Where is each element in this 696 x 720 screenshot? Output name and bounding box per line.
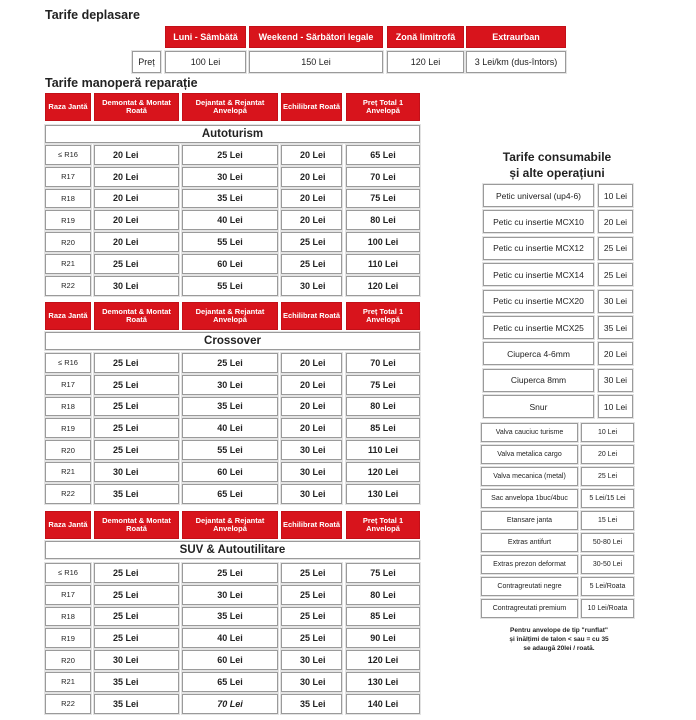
price-cell: 25 Lei: [281, 254, 342, 274]
labor-header-0-4: Preț Total 1 Anvelopă: [346, 93, 420, 121]
labor-header-1-2: Dejantat & Rejantat Anvelopă: [182, 302, 278, 330]
price-cell: 35 Lei: [182, 397, 278, 417]
operation-price: 20 Lei: [581, 445, 634, 464]
rim-size-cell: ≤ R16: [45, 563, 91, 583]
price-cell: 35 Lei: [182, 607, 278, 627]
rim-size-cell: R21: [45, 672, 91, 692]
price-cell: 20 Lei: [281, 418, 342, 438]
price-cell: 25 Lei: [281, 563, 342, 583]
price-cell: 25 Lei: [94, 607, 179, 627]
price-cell: 25 Lei: [182, 563, 278, 583]
travel-title: Tarife deplasare: [45, 8, 140, 22]
operation-name: Contragreutati negre: [481, 577, 578, 596]
note-line-3: se adaugă 20lei / roată.: [523, 645, 595, 652]
rim-size-cell: R21: [45, 462, 91, 482]
price-cell: 30 Lei: [281, 276, 342, 296]
operation-name: Contragreutati premium: [481, 599, 578, 618]
rim-size-cell: R18: [45, 607, 91, 627]
rim-size-cell: R18: [45, 189, 91, 209]
travel-value-2: 120 Lei: [387, 51, 464, 73]
price-cell: 20 Lei: [281, 145, 342, 165]
price-cell: 65 Lei: [346, 145, 420, 165]
note-line-1: Pentru anvelope de tip "runflat": [510, 627, 608, 634]
rim-size-cell: R17: [45, 167, 91, 187]
rim-size-cell: R19: [45, 210, 91, 230]
consumable-name: Petic cu insertie MCX20: [483, 290, 594, 313]
price-cell: 70 Lei: [182, 694, 278, 714]
price-cell: 25 Lei: [94, 418, 179, 438]
consumable-name: Ciuperca 4-6mm: [483, 342, 594, 365]
price-cell: 75 Lei: [346, 189, 420, 209]
operation-name: Valva mecanica (metal): [481, 467, 578, 486]
price-cell: 25 Lei: [281, 607, 342, 627]
runflat-note: [482, 626, 636, 653]
price-cell: 110 Lei: [346, 254, 420, 274]
price-cell: 30 Lei: [182, 585, 278, 605]
consumable-price: 30 Lei: [598, 369, 633, 392]
rim-size-cell: R17: [45, 585, 91, 605]
price-cell: 20 Lei: [94, 232, 179, 252]
price-cell: 20 Lei: [94, 145, 179, 165]
labor-header-0-3: Echilibrat Roată: [281, 93, 342, 121]
price-cell: 20 Lei: [281, 353, 342, 373]
operation-price: 50-80 Lei: [581, 533, 634, 552]
travel-header-0: Luni - Sâmbătă: [165, 26, 246, 48]
price-cell: 25 Lei: [94, 440, 179, 460]
rim-size-cell: ≤ R16: [45, 353, 91, 373]
price-cell: 40 Lei: [182, 628, 278, 648]
price-cell: 20 Lei: [94, 210, 179, 230]
operation-price: 10 Lei/Roata: [581, 599, 634, 618]
price-cell: 25 Lei: [94, 563, 179, 583]
price-cell: 55 Lei: [182, 440, 278, 460]
rim-size-cell: R22: [45, 694, 91, 714]
operation-price: 5 Lei/Roata: [581, 577, 634, 596]
price-cell: 60 Lei: [182, 254, 278, 274]
price-cell: 20 Lei: [281, 189, 342, 209]
labor-title: Tarife manoperă reparație: [45, 76, 198, 90]
price-cell: 55 Lei: [182, 276, 278, 296]
price-cell: 65 Lei: [182, 672, 278, 692]
price-cell: 25 Lei: [281, 628, 342, 648]
price-cell: 35 Lei: [94, 672, 179, 692]
operation-price: 5 Lei/15 Lei: [581, 489, 634, 508]
price-cell: 75 Lei: [346, 375, 420, 395]
labor-header-2-1: Demontat & Montat Roată: [94, 511, 179, 539]
price-cell: 130 Lei: [346, 484, 420, 504]
consumable-price: 35 Lei: [598, 316, 633, 339]
price-cell: 65 Lei: [182, 484, 278, 504]
price-cell: 40 Lei: [182, 418, 278, 438]
price-cell: 35 Lei: [94, 694, 179, 714]
price-cell: 80 Lei: [346, 397, 420, 417]
price-cell: 25 Lei: [281, 585, 342, 605]
price-cell: 80 Lei: [346, 585, 420, 605]
labor-header-2-0: Raza Jantă: [45, 511, 91, 539]
price-cell: 60 Lei: [182, 650, 278, 670]
travel-row-label: Preț: [132, 51, 161, 73]
rim-size-cell: R20: [45, 650, 91, 670]
rim-size-cell: R20: [45, 440, 91, 460]
price-cell: 25 Lei: [94, 353, 179, 373]
consumable-name: Petic cu insertie MCX10: [483, 210, 594, 233]
price-cell: 25 Lei: [94, 397, 179, 417]
price-cell: 25 Lei: [281, 232, 342, 252]
operation-name: Valva cauciuc turisme: [481, 423, 578, 442]
price-cell: 110 Lei: [346, 440, 420, 460]
rim-size-cell: ≤ R16: [45, 145, 91, 165]
price-cell: 25 Lei: [94, 375, 179, 395]
price-cell: 30 Lei: [182, 375, 278, 395]
price-cell: 30 Lei: [94, 650, 179, 670]
price-cell: 20 Lei: [281, 397, 342, 417]
consumable-price: 25 Lei: [598, 237, 633, 260]
price-cell: 30 Lei: [281, 462, 342, 482]
price-cell: 20 Lei: [281, 210, 342, 230]
section-title-0: Autoturism: [45, 125, 420, 143]
operation-price: 25 Lei: [581, 467, 634, 486]
labor-header-0-1: Demontat & Montat Roată: [94, 93, 179, 121]
price-cell: 100 Lei: [346, 232, 420, 252]
travel-value-1: 150 Lei: [249, 51, 383, 73]
price-cell: 70 Lei: [346, 353, 420, 373]
labor-header-0-2: Dejantat & Rejantat Anvelopă: [182, 93, 278, 121]
price-cell: 20 Lei: [281, 375, 342, 395]
price-cell: 40 Lei: [182, 210, 278, 230]
rim-size-cell: R21: [45, 254, 91, 274]
price-cell: 130 Lei: [346, 672, 420, 692]
price-cell: 30 Lei: [281, 440, 342, 460]
operation-name: Sac anvelopa 1buc/4buc: [481, 489, 578, 508]
labor-header-0-0: Raza Jantă: [45, 93, 91, 121]
rim-size-cell: R20: [45, 232, 91, 252]
consumable-price: 10 Lei: [598, 395, 633, 418]
price-cell: 85 Lei: [346, 418, 420, 438]
operation-price: 30-50 Lei: [581, 555, 634, 574]
price-cell: 80 Lei: [346, 210, 420, 230]
consumable-price: 30 Lei: [598, 290, 633, 313]
price-cell: 140 Lei: [346, 694, 420, 714]
consumables-title-line2: și alte operațiuni: [509, 166, 605, 180]
operation-price: 10 Lei: [581, 423, 634, 442]
price-cell: 35 Lei: [182, 189, 278, 209]
price-cell: 35 Lei: [94, 484, 179, 504]
consumable-price: 20 Lei: [598, 342, 633, 365]
labor-header-1-3: Echilibrat Roată: [281, 302, 342, 330]
consumable-name: Petic cu insertie MCX12: [483, 237, 594, 260]
price-cell: 35 Lei: [281, 694, 342, 714]
consumables-title: [482, 149, 632, 181]
price-cell: 20 Lei: [94, 167, 179, 187]
operation-name: Extras prezon deformat: [481, 555, 578, 574]
operation-name: Etansare janta: [481, 511, 578, 530]
rim-size-cell: R22: [45, 484, 91, 504]
labor-header-2-4: Preț Total 1 Anvelopă: [346, 511, 420, 539]
price-cell: 20 Lei: [94, 189, 179, 209]
price-cell: 70 Lei: [346, 167, 420, 187]
price-cell: 30 Lei: [94, 462, 179, 482]
section-title-1: Crossover: [45, 332, 420, 350]
travel-value-3: 3 Lei/km (dus-întors): [466, 51, 566, 73]
price-cell: 120 Lei: [346, 462, 420, 482]
labor-header-2-2: Dejantat & Rejantat Anvelopă: [182, 511, 278, 539]
consumable-price: 10 Lei: [598, 184, 633, 207]
labor-header-1-0: Raza Jantă: [45, 302, 91, 330]
travel-header-1: Weekend - Sărbători legale: [249, 26, 383, 48]
operation-price: 15 Lei: [581, 511, 634, 530]
consumable-price: 25 Lei: [598, 263, 633, 286]
consumable-name: Petic cu insertie MCX14: [483, 263, 594, 286]
price-cell: 30 Lei: [281, 484, 342, 504]
consumable-name: Petic universal (up4-6): [483, 184, 594, 207]
price-cell: 20 Lei: [281, 167, 342, 187]
travel-header-3: Extraurban: [466, 26, 566, 48]
price-cell: 85 Lei: [346, 607, 420, 627]
consumable-name: Petic cu insertie MCX25: [483, 316, 594, 339]
operation-name: Extras antifurt: [481, 533, 578, 552]
travel-value-0: 100 Lei: [165, 51, 246, 73]
price-cell: 30 Lei: [94, 276, 179, 296]
price-cell: 60 Lei: [182, 462, 278, 482]
rim-size-cell: R18: [45, 397, 91, 417]
labor-header-1-4: Preț Total 1 Anvelopă: [346, 302, 420, 330]
price-cell: 25 Lei: [94, 585, 179, 605]
price-cell: 55 Lei: [182, 232, 278, 252]
price-cell: 90 Lei: [346, 628, 420, 648]
consumables-title-line1: Tarife consumabile: [502, 150, 612, 164]
rim-size-cell: R22: [45, 276, 91, 296]
price-cell: 25 Lei: [182, 145, 278, 165]
price-cell: 30 Lei: [281, 672, 342, 692]
section-title-2: SUV & Autoutilitare: [45, 541, 420, 559]
rim-size-cell: R19: [45, 418, 91, 438]
price-cell: 120 Lei: [346, 650, 420, 670]
price-cell: 120 Lei: [346, 276, 420, 296]
consumable-name: Snur: [483, 395, 594, 418]
price-cell: 75 Lei: [346, 563, 420, 583]
rim-size-cell: R19: [45, 628, 91, 648]
price-cell: 30 Lei: [281, 650, 342, 670]
note-line-2: și înălțimi de talon < sau = cu 35: [509, 636, 609, 643]
consumable-price: 20 Lei: [598, 210, 633, 233]
price-cell: 25 Lei: [94, 254, 179, 274]
price-cell: 25 Lei: [182, 353, 278, 373]
rim-size-cell: R17: [45, 375, 91, 395]
consumable-name: Ciuperca 8mm: [483, 369, 594, 392]
operation-name: Valva metalica cargo: [481, 445, 578, 464]
price-cell: 25 Lei: [94, 628, 179, 648]
price-cell: 30 Lei: [182, 167, 278, 187]
labor-header-2-3: Echilibrat Roată: [281, 511, 342, 539]
labor-header-1-1: Demontat & Montat Roată: [94, 302, 179, 330]
travel-header-2: Zonă limitrofă: [387, 26, 464, 48]
